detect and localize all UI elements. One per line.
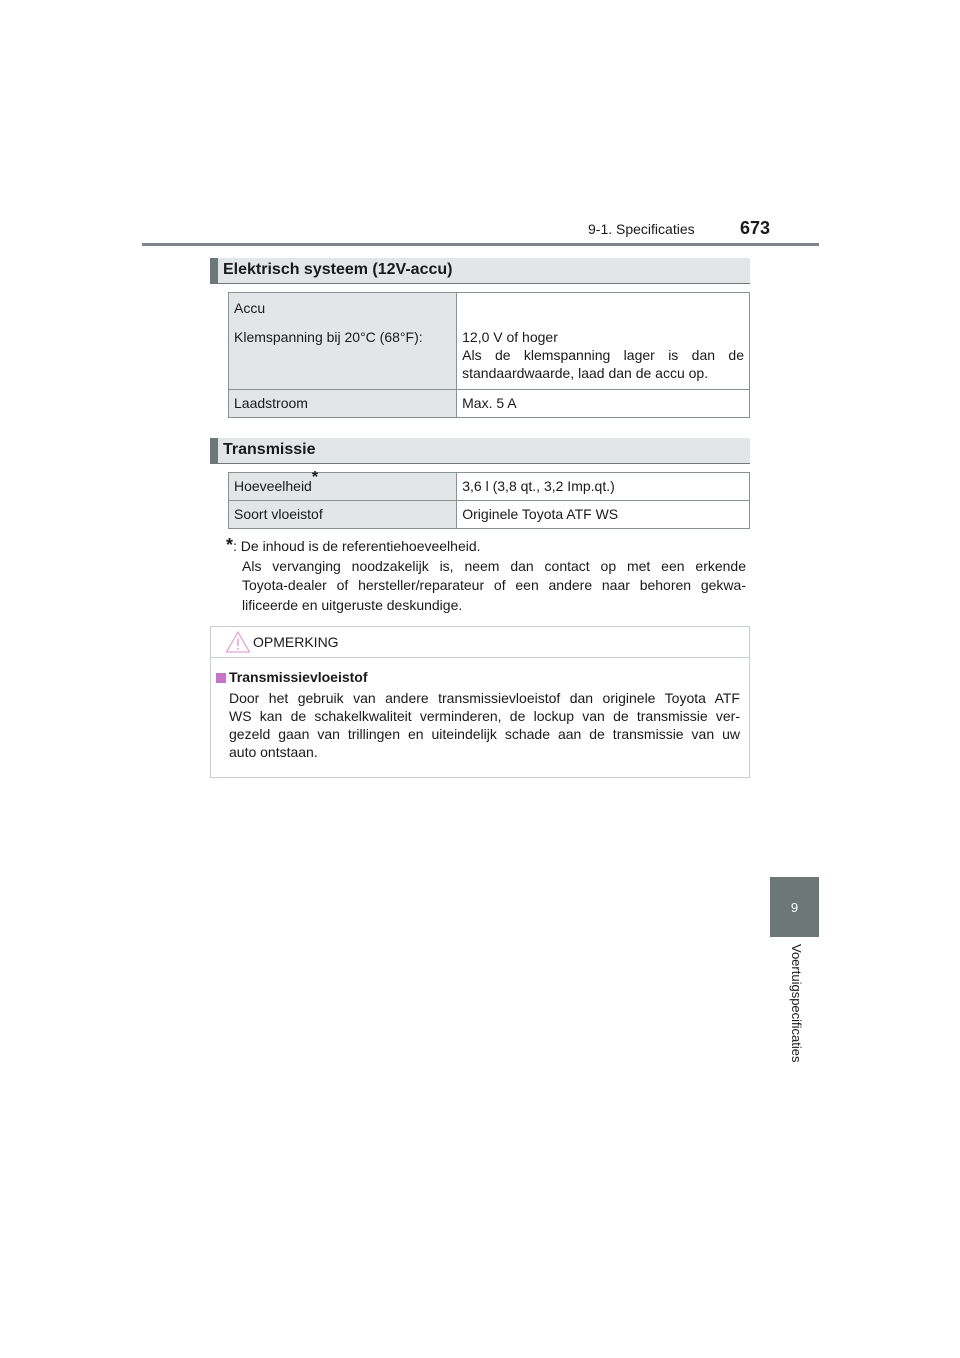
section-header-bar [210,258,218,283]
notice-line: auto ontstaan. [229,744,318,760]
section-title-transmission: Transmissie [223,441,316,458]
table-row [229,473,750,501]
table-cell-label [229,469,457,501]
footnote-line: Als vervanging noodzakelijk is, neem dan contact op met een erkende [242,557,746,574]
notice-title: OPMERKING [253,634,339,650]
table-cell-value: 3,6 l (3,8 qt., 3,2 Imp.qt.) [457,473,750,501]
value-line: 12,0 V of hoger [462,329,558,345]
electrical-spec-table [228,292,750,418]
footnote-marker: * [226,535,234,555]
notice-box [210,626,750,778]
notice-subtitle: Transmissievloeistof [229,669,368,685]
running-header-section: 9-1. Specificaties [588,221,695,237]
label-line: Klemspanning bij 20°C (68°F): [234,329,423,345]
table-row [229,501,750,529]
footnote-paragraph [242,557,746,616]
label-text: Hoeveelheid [234,478,312,494]
section-header-electrical [210,258,750,284]
header-rule [142,243,819,246]
footnote [226,536,746,615]
notice-line: Door het gebruik van andere transmissievloeistof dan originele Toyota ATF [229,690,740,706]
table-cell-value: Originele Toyota ATF WS [457,501,750,529]
table-cell-value: Max. 5 A [457,390,750,418]
table-cell-value [457,293,750,390]
notice-line: gezeld gaan van trillingen en uiteindelijk schade aan de transmissie van uw [229,726,740,742]
table-row [229,390,750,418]
label-line: Accu [234,300,266,316]
footnote-line: lificeerde en uitgeruste deskundige. [242,596,463,613]
footnote-line: : De inhoud is de referentiehoeveelheid. [233,538,481,554]
warning-triangle-icon [225,630,251,654]
chapter-title: Voertuigspecificaties [789,944,804,1063]
section-header-transmission [210,438,750,464]
transmission-spec-table [228,469,750,529]
table-cell-label: Soort vloeistof [229,501,457,529]
footnote-line: Toyota-dealer of hersteller/reparateur of een andere naar behoren gekwa- [242,577,746,593]
notice-header [211,627,749,658]
table-cell-label [229,293,457,390]
value-line: Als de klemspanning lager is dan de [462,347,744,363]
section-title-electrical: Elektrisch systeem (12V-accu) [223,261,453,278]
footnote-first-line [226,536,746,557]
notice-line: WS kan de schakelkwaliteit verminderen, de lockup van de transmissie ver- [229,708,740,724]
section-header-bar [210,438,218,463]
page-number: 673 [740,218,771,238]
table-cell-label: Laadstroom [229,390,457,418]
chapter-tab[interactable] [770,877,819,937]
value-line: standaardwaarde, laad dan de accu op. [462,365,709,381]
footnote-marker: * [311,469,319,487]
notice-body [229,689,740,761]
table-row [229,293,750,390]
bullet-square-icon [216,673,226,683]
chapter-number: 9 [790,899,799,915]
